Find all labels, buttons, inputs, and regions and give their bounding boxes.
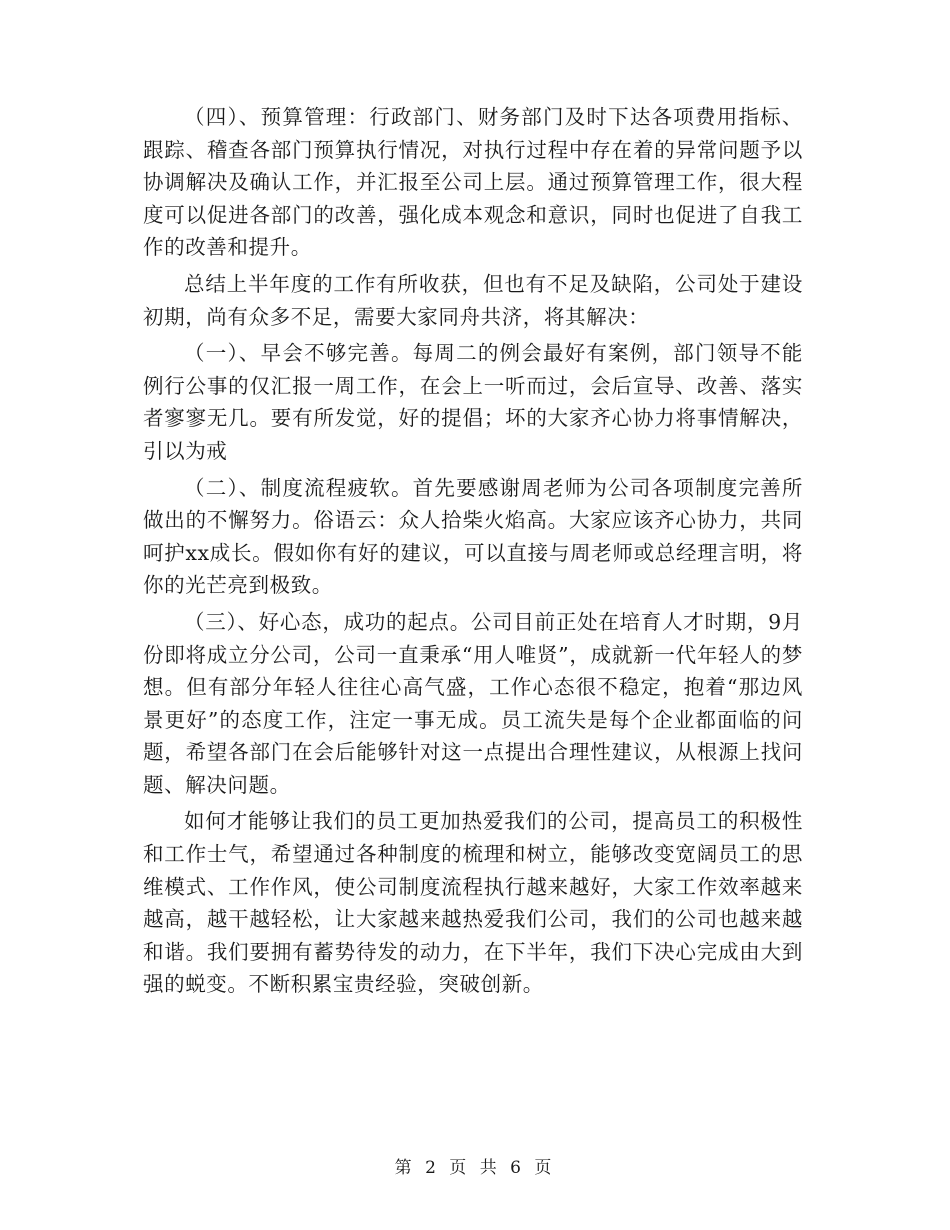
paragraph-good-attitude: （三）、好心态，成功的起点。公司目前正处在培育人才时期，9月份即将成立分公司，公司一直秉承“用人唯贤”，成就新一代年轻人的梦想。但有部分年轻人往往心高气盛，工作心态很不稳定，抱着“那边风景更好”的态度工作，注定一事无成。员工流失是每个企业都面临的问题，希望各部门在会后能够针对这一点提出合理性建议，从根源上找问题、解决问题。 [143, 609, 803, 797]
paragraph-budget-management: （四）、预算管理：行政部门、财务部门及时下达各项费用指标、跟踪、稽查各部门预算执行情况，对执行过程中存在着的异常问题予以协调解决及确认工作，并汇报至公司上层。通过预算管理工作，很大程度可以促进各部门的改善，强化成本观念和意识，同时也促进了自我工作的改善和提升。 [143, 105, 803, 260]
paragraph-conclusion: 如何才能够让我们的员工更加热爱我们的公司，提高员工的积极性和工作士气，希望通过各种制度的梳理和树立，能够改变宽阔员工的思维模式、工作作风，使公司制度流程执行越来越好，大家工作效率越来越高，越干越轻松，让大家越来越热爱我们公司，我们的公司也越来越和谐。我们要拥有蓄势待发的动力，在下半年，我们下决心完成由大到强的蜕变。不断积累宝贵经验，突破创新。 [143, 809, 803, 997]
page-number-footer: 第 2 页 共 6 页 [394, 1158, 556, 1178]
paragraph-summary: 总结上半年度的工作有所收获，但也有不足及缺陷，公司处于建设初期，尚有众多不足，需要大家同舟共济，将其解决： [143, 271, 803, 329]
document-body [143, 101, 803, 1001]
paragraph-system-process: （二）、制度流程疲软。首先要感谢周老师为公司各项制度完善所做出的不懈努力。俗语云：众人拾柴火焰高。大家应该齐心协力，共同呵护xx成长。假如你有好的建议，可以直接与周老师或总经理言明，将你的光芒亮到极致。 [143, 475, 803, 598]
paragraph-morning-meeting: （一）、早会不够完善。每周二的例会最好有案例，部门领导不能例行公事的仅汇报一周工作，在会上一听而过，会后宣导、改善、落实者寥寥无几。要有所发觉，好的提倡；坏的大家齐心协力将事情解决，引以为戒 [143, 341, 803, 463]
